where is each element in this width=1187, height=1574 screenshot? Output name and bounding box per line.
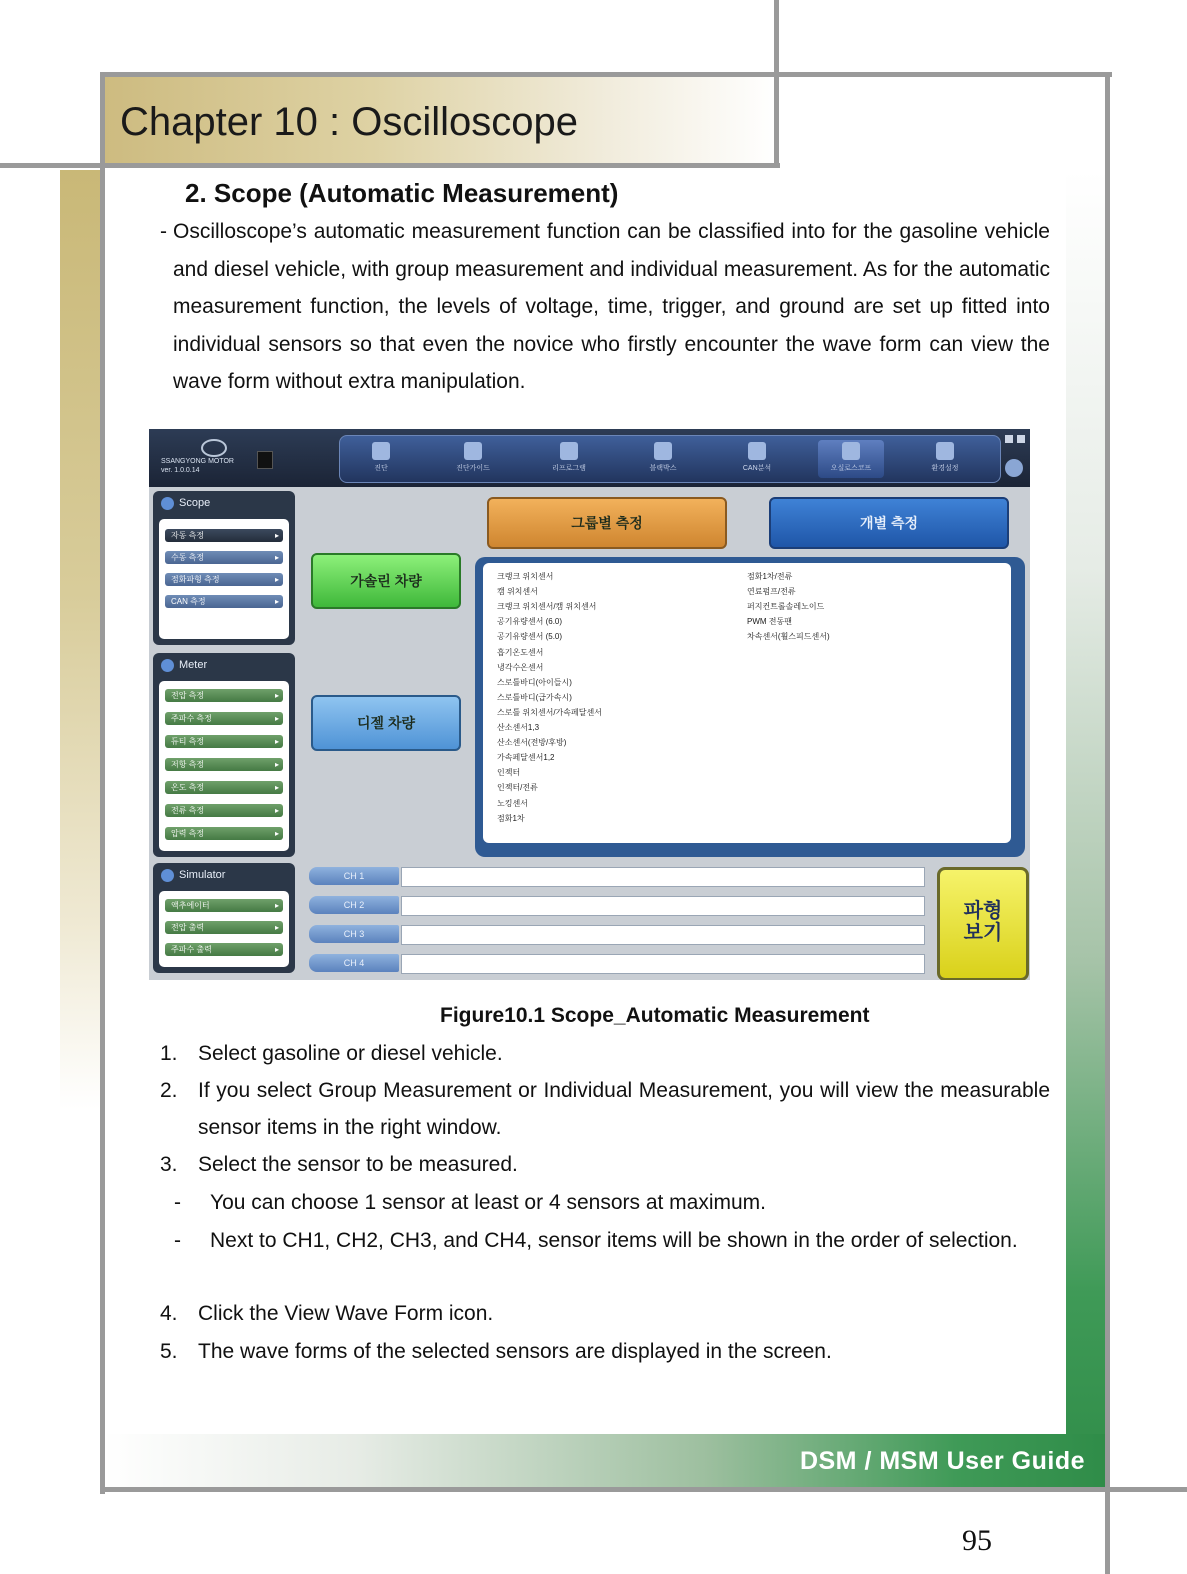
scope-can-button[interactable]: CAN 측정 ▸ [165, 595, 283, 608]
view-wave-form-label: 파형 보기 [963, 900, 1003, 944]
scope-manual-button[interactable]: 수동 측정 ▸ [165, 551, 283, 564]
scope-panel [153, 491, 295, 645]
frame-line [774, 76, 779, 168]
frame-line [774, 0, 779, 76]
sensor-list-item[interactable]: 인젝터/전류 [497, 783, 538, 793]
gasoline-vehicle-button[interactable]: 가솔린 차량 [311, 553, 461, 609]
frame-line [102, 72, 1112, 77]
blackbox-icon [654, 442, 672, 460]
channel-row [309, 952, 929, 974]
step-text: Select gasoline or diesel vehicle. [198, 1042, 503, 1065]
settings-icon [936, 442, 954, 460]
substep-mark: - [174, 1229, 181, 1252]
brand-version: ver. 1.0.0.14 [161, 467, 200, 474]
substep-text: Next to CH1, CH2, CH3, and CH4, sensor items will be shown in the order of selection. [210, 1229, 1018, 1252]
menu-oscilloscope[interactable]: 오실로스코프 [818, 440, 884, 478]
brand [161, 439, 271, 477]
sim-frequency-button[interactable]: 주파수 출력 ▸ [165, 943, 283, 956]
channel-label: CH 1 [309, 867, 399, 885]
channel-label: CH 3 [309, 925, 399, 943]
sensor-list-item[interactable]: 연료펌프/전류 [747, 587, 796, 597]
sensor-list-item[interactable]: 인젝터 [497, 768, 521, 778]
substep-text: You can choose 1 sensor at least or 4 sensors at maximum. [210, 1191, 767, 1214]
figure-caption: Figure10.1 Scope_Automatic Measurement [440, 1004, 870, 1027]
app-topbar [149, 429, 1030, 487]
main-menu [339, 435, 1001, 483]
step-number: 5. [160, 1340, 178, 1363]
meter-voltage-button[interactable]: 전압 측정 ▸ [165, 689, 283, 702]
sensor-list-item[interactable]: 차속센서(휠스피드센서) [747, 632, 830, 642]
oscilloscope-screenshot [149, 429, 1030, 980]
channel-field [401, 896, 925, 916]
step-text: If you select Group Measurement or Individual Measurement, you will view the measurable sensor items in the right window. [198, 1079, 1050, 1139]
simulator-panel-title: Simulator [179, 869, 226, 881]
guide-icon [464, 442, 482, 460]
sim-actuator-button[interactable]: 액추에이터 ▸ [165, 899, 283, 912]
channel-field [401, 954, 925, 974]
section-title: 2. Scope (Automatic Measurement) [185, 178, 619, 208]
individual-measurement-button[interactable]: 개별 측정 [769, 497, 1009, 549]
channel-label: CH 2 [309, 896, 399, 914]
channel-field [401, 867, 925, 887]
frame-line [1105, 72, 1110, 1574]
channel-row [309, 894, 929, 916]
page-number: 95 [962, 1524, 992, 1557]
substep-mark: - [174, 1191, 181, 1214]
footer-guide-title: DSM / MSM User Guide [799, 1447, 1085, 1475]
sensor-list-item[interactable]: 크랭크 위치센서/캠 위치센서 [497, 602, 597, 612]
step-number: 4. [160, 1302, 178, 1325]
channel-row [309, 865, 929, 887]
brand-name: SSANGYONG MOTOR [161, 458, 234, 465]
simulator-icon [161, 869, 174, 882]
group-measurement-button[interactable]: 그룹별 측정 [487, 497, 727, 549]
frame-line [100, 72, 105, 1494]
scope-ignition-button[interactable]: 점화파형 측정 ▸ [165, 573, 283, 586]
channel-label: CH 4 [309, 954, 399, 972]
diesel-vehicle-button[interactable]: 디젤 차량 [311, 695, 461, 751]
status-icon [257, 451, 273, 469]
meter-frequency-button[interactable]: 주파수 측정 ▸ [165, 712, 283, 725]
search-icon [372, 442, 390, 460]
menu-guide[interactable]: 진단가이드 [440, 440, 506, 478]
sim-voltage-button[interactable]: 전압 출력 ▸ [165, 921, 283, 934]
menu-diagnosis[interactable]: 진단 [348, 440, 414, 478]
right-green-bar [1066, 170, 1108, 1490]
view-wave-form-button[interactable] [937, 867, 1029, 980]
oscilloscope-icon [842, 442, 860, 460]
meter-temperature-button[interactable]: 온도 측정 ▸ [165, 781, 283, 794]
sensor-list-item[interactable]: 점화1차/전류 [747, 572, 793, 581]
sensor-list-item[interactable]: 공기유량센서 (5.0) [497, 632, 563, 642]
reprogram-icon [560, 442, 578, 460]
step-number: 3. [160, 1153, 178, 1176]
sensor-list-item[interactable]: 크랭크 위치센서 [497, 572, 554, 581]
meter-current-button[interactable]: 전류 측정 ▸ [165, 804, 283, 817]
step-number: 1. [160, 1042, 178, 1065]
channel-row [309, 923, 929, 945]
scope-auto-button[interactable]: 자동 측정 ▸ [165, 529, 283, 542]
menu-can[interactable]: CAN분석 [724, 440, 790, 478]
menu-settings[interactable]: 환경설정 [912, 440, 978, 478]
help-icon[interactable] [1005, 459, 1023, 477]
meter-duty-button[interactable]: 듀티 측정 ▸ [165, 735, 283, 748]
sensor-list-window [475, 557, 1025, 857]
sensor-list-item[interactable]: 냉각수온센서 [497, 662, 544, 672]
menu-reprogram[interactable]: 리프로그램 [536, 440, 602, 478]
step-text: Select the sensor to be measured. [198, 1153, 518, 1176]
sensor-list-item[interactable]: PWM 전동팬 [747, 617, 792, 627]
sensor-list-item[interactable]: 노킹센서 [497, 798, 528, 808]
frame-line [100, 1487, 1187, 1492]
meter-icon [161, 659, 174, 672]
scope-icon [161, 497, 174, 510]
sensor-list-item[interactable]: 스로틀바디(아이들시) [497, 677, 572, 687]
frame-line [0, 163, 780, 168]
sensor-list-item[interactable]: 점화1차 [497, 813, 525, 823]
network-icon [748, 442, 766, 460]
sensor-list-item[interactable]: 공기유량센서 (6.0) [497, 617, 563, 627]
sensor-list-item[interactable]: 산소센서1,3 [497, 723, 540, 732]
intro-paragraph: Oscilloscope’s automatic measurement function can be classified into for the gasoline vehicle and diesel vehicle, with group measurement and individual measurement. As for the automatic measurement function, the levels of voltage, time, trigger, and ground are set up fitted into individual sensors so that even the novice who firstly encounter the wave form can view the wave form without extra manipulation. [173, 220, 1050, 393]
sensor-list-item[interactable]: 가속페달센서1,2 [497, 753, 555, 763]
sensor-list-item[interactable]: 캠 위치센서 [497, 587, 538, 597]
step-text: The wave forms of the selected sensors are displayed in the screen. [198, 1340, 832, 1363]
meter-resistance-button[interactable]: 저항 측정 ▸ [165, 758, 283, 771]
intro-dash: - [160, 220, 167, 243]
sensor-list-item[interactable]: 흡기온도센서 [497, 647, 544, 657]
scope-panel-title: Scope [179, 497, 211, 509]
chapter-title: Chapter 10 : Oscilloscope [120, 100, 579, 144]
sensor-list-item[interactable]: 스로틀바디(급가속시) [497, 692, 572, 702]
meter-pressure-button[interactable]: 압력 측정 ▸ [165, 827, 283, 840]
menu-blackbox[interactable]: 블랙박스 [630, 440, 696, 478]
step-text: Click the View Wave Form icon. [198, 1302, 494, 1325]
brand-logo-icon [201, 439, 227, 457]
simulator-panel [153, 863, 295, 973]
left-gold-bar [60, 170, 104, 1110]
meter-panel-title: Meter [179, 659, 208, 671]
close-icon[interactable] [1017, 435, 1025, 443]
sensor-list-item[interactable]: 산소센서(전방/후방) [497, 738, 567, 748]
meter-panel [153, 653, 295, 857]
channel-field [401, 925, 925, 945]
step-number: 2. [160, 1079, 178, 1102]
sensor-list-item[interactable]: 퍼지컨트롤솔레노이드 [747, 602, 825, 612]
minimize-icon[interactable] [1005, 435, 1013, 443]
sensor-list-item[interactable]: 스로틀 위치센서/가속페달센서 [497, 707, 602, 717]
